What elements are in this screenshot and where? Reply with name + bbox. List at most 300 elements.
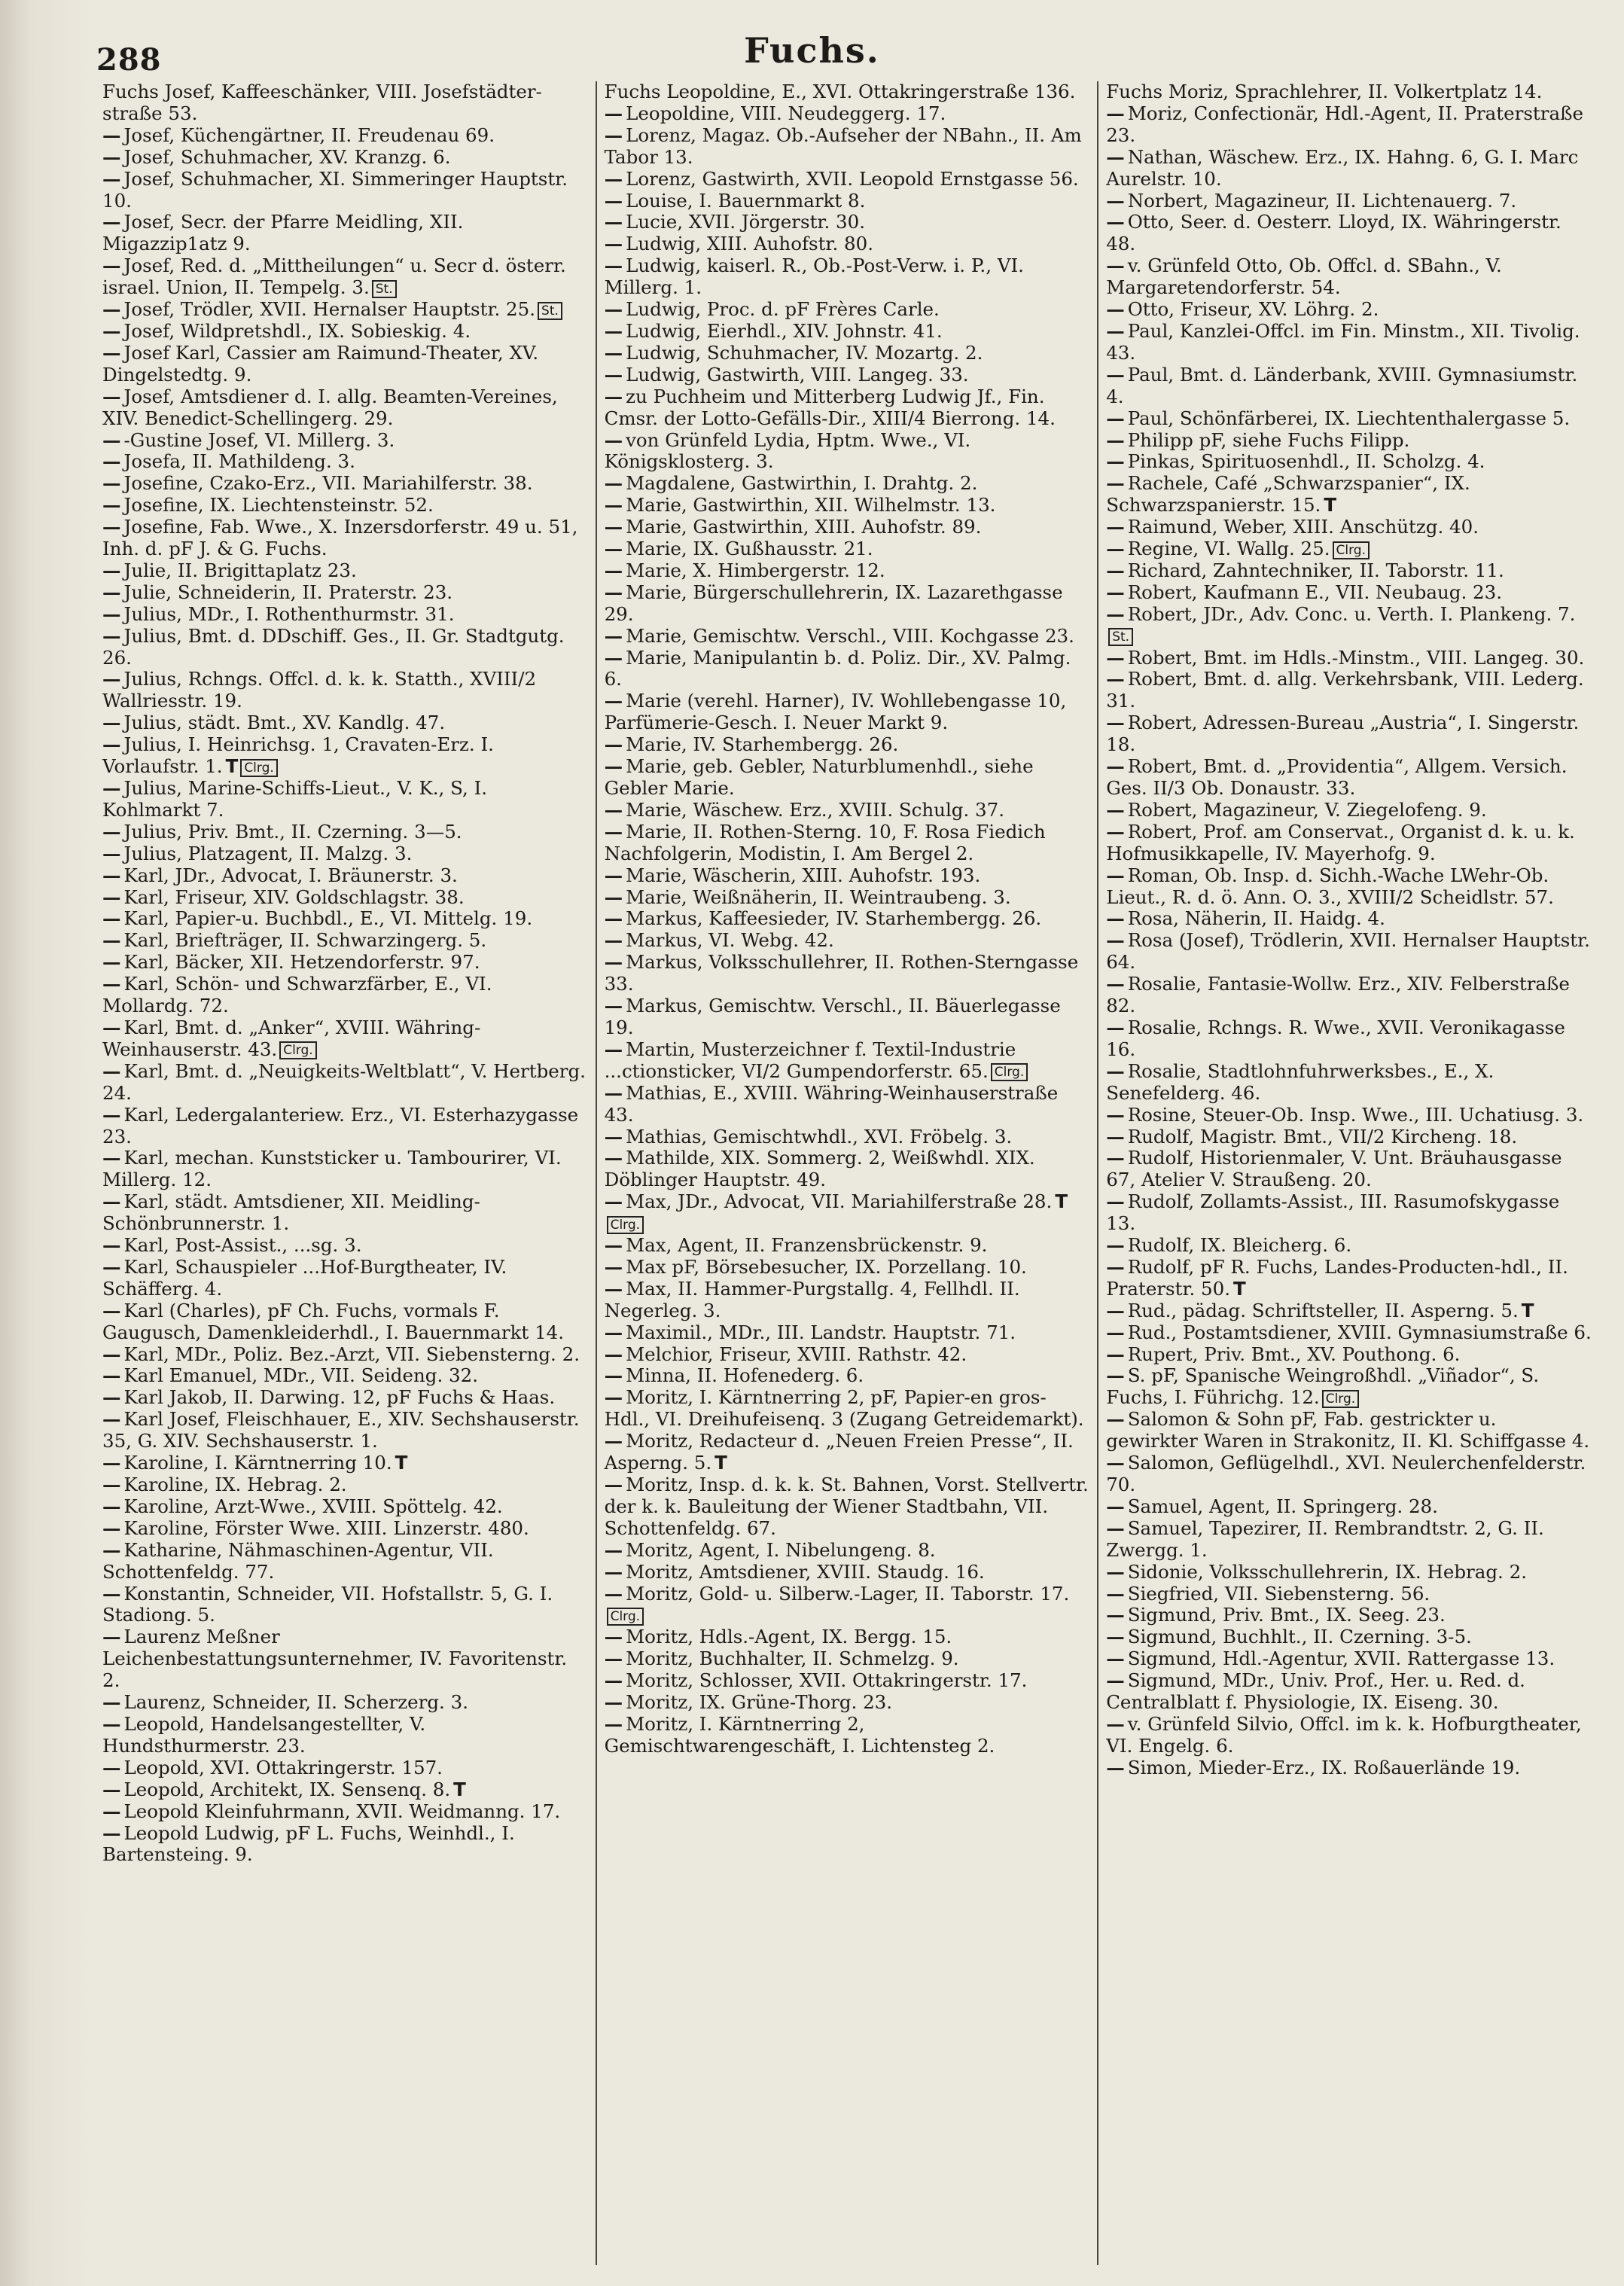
entry-dash: — [102, 668, 121, 690]
entry-dash: — [102, 255, 121, 277]
entry-dash: — [102, 1712, 121, 1735]
entry-dash: — [102, 1059, 121, 1082]
entry-text: Markus, VI. Webg. 42. [626, 929, 834, 952]
entry-dash: — [1106, 907, 1125, 930]
entry-dash: — [604, 1255, 623, 1278]
directory-entry [102, 1540, 588, 1583]
directory-entry [102, 1017, 588, 1061]
directory-entry [102, 1300, 588, 1344]
directory-entry [605, 865, 1090, 887]
directory-entry [1106, 1583, 1593, 1605]
directory-entry [102, 1496, 588, 1518]
entry-dash: — [1106, 581, 1125, 603]
entry-dash: — [1106, 1669, 1125, 1692]
entry-text: Karl, städt. Amtsdiener, XII. Meidling-Schönbrunnerstr. 1. [102, 1190, 480, 1235]
entry-dash: — [604, 1386, 623, 1409]
directory-entry [102, 908, 588, 930]
directory-entry [1106, 473, 1593, 517]
entry-text: Josef, Amtsdiener d. I. allg. Beamten-Vereines, XIV. Benedict-Schellingerg. 29. [102, 385, 558, 429]
directory-entry [102, 1344, 588, 1366]
directory-entry [1106, 1017, 1593, 1061]
directory-entry [1106, 103, 1593, 147]
entry-dash: — [604, 472, 623, 495]
entry-dash: — [604, 341, 623, 364]
entry-text: Leopoldine, VIII. Neudeggerg. 17. [626, 102, 946, 124]
entry-dash: — [1106, 864, 1125, 886]
directory-entry [1106, 321, 1593, 364]
entry-dash: — [1106, 450, 1125, 473]
entry-text: Mathias, Gemischtwhdl., XVI. Fröbelg. 3. [626, 1125, 1013, 1148]
entry-dash: — [1106, 1604, 1125, 1626]
directory-entry [605, 648, 1090, 691]
entry-text: Samuel, Tapezirer, II. Rembrandtstr. 2, G. II. Zwergg. 1. [1106, 1516, 1544, 1561]
entry-dash: — [604, 929, 623, 952]
entry-text: Moritz, Hdls.-Agent, IX. Bergg. 15. [626, 1626, 952, 1648]
directory-entry [1106, 1344, 1593, 1366]
directory-entry [605, 343, 1090, 364]
directory-entry [1106, 212, 1593, 255]
entry-text: Sigmund, Buchhlt., II. Czerning. 3-5. [1127, 1626, 1472, 1648]
entry-text: Josef, Secr. der Pfarre Meidling, XII. Migazzip1atz 9. [102, 211, 464, 255]
directory-entry [102, 1714, 588, 1757]
entry-text: Leopold Ludwig, pF L. Fuchs, Weinhdl., I. Bartensteing. 9. [102, 1821, 515, 1866]
directory-entry [102, 517, 588, 560]
entry-text: -Gustine Josef, VI. Millerg. 3. [123, 428, 395, 451]
column-2 [597, 81, 1099, 2265]
directory-entry [605, 364, 1090, 386]
directory-entry [1106, 538, 1593, 560]
entry-dash: — [1106, 516, 1125, 538]
entry-text: Marie, IX. Gußhausstr. 21. [626, 538, 873, 560]
entry-text: Raimund, Weber, XIII. Anschützg. 40. [1127, 516, 1479, 538]
entry-dash: — [1106, 538, 1125, 560]
entry-dash: — [102, 907, 121, 930]
directory-entry [1106, 517, 1593, 538]
telephone-mark: T [714, 1452, 727, 1474]
entry-text: Laurenz, Schneider, II. Scherzerg. 3. [123, 1691, 468, 1714]
directory-columns [95, 81, 1601, 2265]
directory-entry [1106, 1126, 1593, 1148]
directory-entry [102, 582, 588, 604]
entry-text: Marie, Weißnäherin, II. Weintraubeng. 3. [626, 885, 1011, 908]
entry-dash: — [1106, 1190, 1125, 1213]
entry-badge: Clrg. [240, 759, 277, 777]
entry-dash: — [1106, 1321, 1125, 1343]
directory-entry [605, 1474, 1090, 1540]
directory-entry [1106, 1452, 1593, 1496]
entry-text: Julius, Marine-Schiffs-Lieut., V. K., S, I. Kohlmarkt 7. [102, 777, 488, 821]
entry-dash: — [102, 733, 121, 756]
entry-dash: — [604, 1343, 623, 1365]
entry-text: Martin, Musterzeichner f. Textil-Industrie ...ctionsticker, VI/2 Gumpendorferstr. 65. [604, 1038, 1016, 1082]
directory-entry [102, 1801, 588, 1823]
entry-dash: — [1106, 602, 1125, 625]
entry-dash: — [1106, 1147, 1125, 1169]
entry-text: Nathan, Wäschew. Erz., IX. Hahng. 6, G. I. Marc Aurelstr. 10. [1106, 145, 1579, 190]
entry-dash: — [1106, 1255, 1125, 1278]
entry-text: Fuchs Leopoldine, E., XVI. Ottakringerstraße 136. [604, 81, 1076, 102]
directory-entry [102, 1191, 588, 1235]
directory-entry [102, 321, 588, 343]
entry-text: Robert, JDr., Adv. Conc. u. Verth. I. Plankeng. 7. [1127, 602, 1576, 625]
directory-entry [1106, 1105, 1593, 1126]
directory-entry [102, 1257, 588, 1300]
entry-text: Karl, Bäcker, XII. Hetzendorferstr. 97. [123, 951, 480, 974]
entry-dash: — [1106, 646, 1125, 669]
directory-entry [102, 386, 588, 430]
entry-text: Leopold Kleinfuhrmann, XVII. Weidmanng. 17. [123, 1800, 561, 1822]
entry-dash: — [102, 1452, 121, 1474]
directory-entry [605, 952, 1090, 995]
directory-entry [102, 81, 588, 125]
entry-text: Markus, Kaffeesieder, IV. Starhembergg. 26. [626, 907, 1042, 930]
directory-entry [605, 1191, 1090, 1235]
directory-entry [1106, 1191, 1593, 1235]
entry-dash: — [102, 1800, 121, 1822]
entry-dash: — [604, 255, 623, 277]
directory-entry [102, 821, 588, 843]
directory-entry [1106, 1148, 1593, 1191]
entry-dash: — [1106, 1582, 1125, 1605]
entry-dash: — [604, 646, 623, 669]
entry-text: Ludwig, Eierhdl., XIV. Johnstr. 41. [626, 319, 943, 342]
entry-text: Moritz, Amtsdiener, XVIII. Staudg. 16. [626, 1560, 985, 1583]
directory-entry [605, 995, 1090, 1039]
entry-text: Rudolf, pF R. Fuchs, Landes-Producten-hdl., II. Praterstr. 50. [1106, 1255, 1568, 1300]
entry-text: Ludwig, Schuhmacher, IV. Mozartg. 2. [626, 341, 983, 364]
entry-dash: — [1106, 298, 1125, 321]
directory-entry [1106, 81, 1593, 103]
entry-dash: — [604, 1647, 623, 1670]
directory-entry [102, 669, 588, 712]
entry-text: Julius, Priv. Bmt., II. Czerning. 3—5. [123, 820, 462, 843]
directory-entry [605, 1583, 1090, 1627]
entry-dash: — [1106, 1125, 1125, 1148]
entry-text: Max, II. Hammer-Purgstallg. 4, Fellhdl. II. Negerleg. 3. [604, 1277, 1020, 1321]
directory-entry [1106, 1626, 1593, 1648]
directory-entry [1106, 430, 1593, 452]
directory-entry [605, 1387, 1090, 1431]
entry-dash: — [1106, 428, 1125, 451]
entry-dash: — [604, 1474, 623, 1495]
entry-text: Konstantin, Schneider, VII. Hofstallstr. 5, G. I. Stadiong. 5. [102, 1582, 553, 1626]
entry-dash: — [102, 1299, 121, 1321]
entry-text: Julius, Rchngs. Offcl. d. k. k. Statth., XVIII/2 Wallriesstr. 19. [102, 668, 537, 712]
entry-dash: — [604, 363, 623, 386]
entry-text: Robert, Bmt. d. „Providentia“, Allgem. Versich. Ges. II/3 Ob. Donaustr. 33. [1106, 755, 1568, 799]
entry-dash: — [604, 319, 623, 342]
entry-text: Norbert, Magazineur, II. Lichtenauerg. 7. [1127, 189, 1517, 212]
entry-text: Rudolf, IX. Bleicherg. 6. [1127, 1234, 1352, 1257]
entry-text: Rachele, Café „Schwarzspanier“, IX. Schwarzspanierstr. 15. [1106, 472, 1470, 517]
entry-text: Robert, Bmt. d. allg. Verkehrsbank, VIII. Lederg. 31. [1106, 668, 1584, 712]
entry-dash: — [102, 951, 121, 974]
entry-text: Rudolf, Historienmaler, V. Unt. Bräuhausgasse 67, Atelier V. Straußeng. 20. [1106, 1147, 1562, 1191]
entry-text: Rudolf, Magistr. Bmt., VII/2 Kircheng. 18. [1127, 1125, 1518, 1148]
directory-entry [102, 626, 588, 669]
entry-dash: — [1106, 319, 1125, 342]
entry-text: Marie, Gastwirthin, XII. Wilhelmstr. 13. [626, 494, 996, 517]
directory-entry [605, 473, 1090, 495]
entry-text: Karl, Briefträger, II. Schwarzingerg. 5. [123, 929, 487, 952]
directory-entry [605, 1083, 1090, 1126]
entry-dash: — [102, 123, 121, 146]
entry-dash: — [102, 1516, 121, 1539]
entry-dash: — [102, 494, 121, 517]
entry-text: Sigmund, Priv. Bmt., IX. Seeg. 23. [1127, 1604, 1446, 1626]
directory-entry [1106, 712, 1593, 756]
entry-text: Moritz, Buchhalter, II. Schmelzg. 9. [626, 1647, 959, 1670]
directory-entry [1106, 800, 1593, 821]
directory-entry [102, 887, 588, 909]
entry-dash: — [604, 1626, 623, 1648]
entry-text: Ludwig, Proc. d. pF Frères Carle. [626, 298, 940, 321]
entry-text: Marie (verehl. Harner), IV. Wohllebengasse 10, Parfümerie-Gesch. I. Neuer Markt 9. [604, 690, 1067, 734]
entry-dash: — [604, 995, 623, 1017]
entry-dash: — [1106, 189, 1125, 212]
entry-dash: — [604, 1321, 623, 1343]
directory-entry [1106, 1562, 1593, 1583]
directory-entry [102, 778, 588, 821]
entry-dash: — [1106, 755, 1125, 778]
directory-entry [1106, 669, 1593, 712]
entry-text: Julius, Platzagent, II. Malzg. 3. [123, 842, 413, 864]
directory-entry [102, 1757, 588, 1779]
entry-dash: — [604, 233, 623, 255]
entry-text: Josefa, II. Mathildeng. 3. [123, 450, 355, 473]
entry-text: Otto, Friseur, XV. Löhrg. 2. [1127, 298, 1379, 321]
entry-badge: Clrg. [1333, 541, 1370, 559]
entry-text: Robert, Bmt. im Hdls.-Minstm., VIII. Langeg. 30. [1127, 646, 1585, 669]
entry-text: Ludwig, kaiserl. R., Ob.-Post-Verw. i. P., VI. Millerg. 1. [604, 255, 1024, 299]
entry-text: Rosalie, Fantasie-Wollw. Erz., XIV. Felberstraße 82. [1106, 973, 1570, 1017]
directory-entry [605, 103, 1090, 125]
entry-text: Robert, Kaufmann E., VII. Neubaug. 23. [1127, 581, 1503, 603]
entry-dash: — [604, 1364, 623, 1387]
directory-entry [605, 1257, 1090, 1279]
column-3 [1098, 81, 1601, 2265]
telephone-mark: T [1055, 1190, 1068, 1213]
telephone-mark: T [453, 1778, 466, 1800]
entry-text: Josef, Küchengärtner, II. Freudenau 69. [123, 123, 495, 146]
directory-entry [1106, 1365, 1593, 1409]
directory-entry [605, 169, 1090, 190]
entry-badge: Clrg. [991, 1063, 1028, 1081]
entry-text: Regine, VI. Wallg. 25. [1127, 538, 1330, 560]
telephone-mark: T [1324, 494, 1337, 517]
directory-entry [1106, 1300, 1593, 1322]
directory-entry [1106, 255, 1593, 299]
entry-text: Karl, Papier-u. Buchbdl., E., VI. Mittelg. 19. [123, 907, 533, 930]
entry-dash: — [1106, 929, 1125, 952]
entry-text: Moritz, IX. Grüne-Thorg. 23. [626, 1691, 893, 1714]
telephone-mark: T [1233, 1277, 1246, 1300]
entry-dash: — [604, 1538, 623, 1561]
entry-dash: — [604, 1234, 623, 1257]
directory-entry [1106, 604, 1593, 648]
directory-entry [605, 1279, 1090, 1322]
directory-entry [605, 626, 1090, 648]
directory-entry [102, 1779, 588, 1801]
entry-dash: — [604, 581, 623, 603]
directory-entry [605, 1126, 1090, 1148]
directory-entry [1106, 756, 1593, 800]
entry-dash: — [604, 123, 623, 146]
entry-text: Josef Karl, Cassier am Raimund-Theater, XV. Dingelstedtg. 9. [102, 341, 539, 386]
entry-dash: — [1106, 211, 1125, 233]
entry-text: Karl Jakob, II. Darwing. 12, pF Fuchs & Haas. [123, 1386, 556, 1409]
entry-dash: — [102, 842, 121, 864]
entry-dash: — [1106, 1234, 1125, 1257]
entry-dash: — [102, 1756, 121, 1779]
directory-entry [1106, 1714, 1593, 1757]
entry-dash: — [102, 298, 121, 321]
entry-dash: — [102, 1495, 121, 1517]
directory-entry [605, 582, 1090, 626]
entry-dash: — [102, 1778, 121, 1800]
directory-entry [605, 1039, 1090, 1083]
directory-entry [102, 125, 588, 147]
entry-dash: — [102, 1255, 121, 1278]
entry-text: Fuchs Josef, Kaffeeschänker, VIII. Josefstädter-straße 53. [102, 81, 542, 124]
entry-text: Rosalie, Rchngs. R. Wwe., XVII. Veronikagasse 16. [1106, 1016, 1565, 1060]
entry-dash: — [102, 1234, 121, 1257]
entry-dash: — [102, 211, 121, 233]
entry-text: Leopold, Handelsangestellter, V. Hundsthurmerstr. 23. [102, 1712, 426, 1757]
entry-dash: — [102, 864, 121, 886]
entry-text: S. pF, Spanische Weingroßhdl. „Viñador“, S. Fuchs, I. Führichg. 12. [1106, 1364, 1540, 1409]
entry-text: Max, JDr., Advocat, VII. Mariahilferstraße 28. [626, 1190, 1053, 1213]
directory-entry [605, 1648, 1090, 1670]
directory-entry [1106, 364, 1593, 408]
entry-text: Josef, Wildpretshdl., IX. Sobieskig. 4. [123, 319, 471, 342]
directory-entry [102, 255, 588, 299]
entry-dash: — [604, 755, 623, 778]
entry-dash: — [102, 1474, 121, 1495]
entry-text: Marie, IV. Starhembergg. 26. [626, 733, 899, 756]
entry-dash: — [102, 602, 121, 625]
entry-text: Josefine, Fab. Wwe., X. Inzersdorferstr. 49 u. 51, Inh. d. pF J. & G. Fuchs. [102, 516, 578, 560]
entry-dash: — [1106, 1647, 1125, 1670]
directory-entry [605, 756, 1090, 800]
directory-entry [102, 1474, 588, 1496]
entry-dash: — [604, 559, 623, 581]
entry-text: Julius, I. Heinrichsg. 1, Cravaten-Erz. I. Vorlaufstr. 1. [102, 733, 494, 778]
entry-dash: — [102, 820, 121, 843]
directory-entry [605, 1670, 1090, 1692]
directory-entry [1106, 1670, 1593, 1714]
directory-entry [102, 147, 588, 169]
directory-entry [102, 451, 588, 473]
entry-dash: — [102, 428, 121, 451]
entry-text: Markus, Gemischtw. Verschl., II. Bäuerlegasse 19. [604, 995, 1061, 1038]
entry-dash: — [604, 494, 623, 517]
entry-text: Mathilde, XIX. Sommerg. 2, Weißwhdl. XIX. Döblinger Hauptstr. 49. [604, 1147, 1035, 1191]
entry-text: Karl, MDr., Poliz. Bez.-Arzt, VII. Siebensterng. 2. [123, 1343, 580, 1365]
entry-text: Josef, Red. d. „Mittheilungen“ u. Secr d. österr. israel. Union, II. Tempelg. 3. [102, 255, 566, 299]
entry-text: zu Puchheim und Mitterberg Ludwig Jf., Fin. Cmsr. der Lotto-Gefälls-Dir., XIII/4 Bierrong. 14. [604, 385, 1056, 429]
directory-entry [102, 865, 588, 887]
entry-text: Karl, Bmt. d. „Anker“, XVIII. Währing-Weinhauserstr. 43. [102, 1016, 481, 1060]
entry-dash: — [102, 581, 121, 603]
directory-entry [102, 1823, 588, 1867]
entry-badge: St. [372, 280, 397, 298]
entry-text: Karl (Charles), pF Ch. Fuchs, vormals F. Gaugusch, Damenkleiderhdl., I. Bauernmarkt 14. [102, 1299, 565, 1343]
directory-entry [102, 1518, 588, 1540]
directory-entry [605, 299, 1090, 321]
directory-entry [605, 1322, 1090, 1344]
entry-dash: — [102, 1626, 121, 1648]
entry-text: Rosa, Näherin, II. Haidg. 4. [1127, 907, 1385, 930]
entry-text: Karl, Ledergalanteriew. Erz., VI. Esterhazygasse 23. [102, 1103, 579, 1148]
entry-dash: — [1106, 407, 1125, 429]
entry-text: Marie, Gemischtw. Verschl., VIII. Kochgasse 23. [626, 624, 1074, 647]
entry-dash: — [102, 516, 121, 538]
entry-text: Julie, Schneiderin, II. Praterstr. 23. [123, 581, 453, 603]
entry-text: Rud., pädag. Schriftsteller, II. Asperng. 5. [1127, 1299, 1519, 1321]
entry-text: Paul, Bmt. d. Länderbank, XVIII. Gymnasiumstr. 4. [1106, 363, 1578, 407]
entry-text: Louise, I. Bauernmarkt 8. [626, 189, 866, 212]
directory-entry [605, 495, 1090, 517]
directory-entry [102, 1148, 588, 1191]
entry-text: Otto, Seer. d. Oesterr. Lloyd, IX. Währingerstr. 48. [1106, 211, 1562, 255]
entry-dash: — [1106, 820, 1125, 843]
entry-dash: — [1106, 1408, 1125, 1431]
entry-text: Laurenz Meßner Leichenbestattungsunternehmer, IV. Favoritenstr. 2. [102, 1626, 568, 1692]
entry-dash: — [604, 102, 623, 124]
entry-dash: — [1106, 1712, 1125, 1735]
directory-entry [102, 1692, 588, 1714]
entry-dash: — [102, 1538, 121, 1561]
directory-entry [102, 930, 588, 952]
entry-dash: — [604, 820, 623, 843]
entry-dash: — [102, 885, 121, 908]
directory-entry [605, 1148, 1090, 1191]
entry-text: v. Grünfeld Otto, Ob. Offcl. d. SBahn., V. Margaretendorferstr. 54. [1106, 255, 1502, 299]
entry-text: Marie, geb. Gebler, Naturblumenhdl., siehe Gebler Marie. [604, 755, 1034, 799]
telephone-mark: T [225, 755, 239, 778]
entry-text: Moritz, Schlosser, XVII. Ottakringerstr. 17. [626, 1669, 1028, 1692]
entry-text: Roman, Ob. Insp. d. Sichh.-Wache LWehr-Ob. Lieut., R. d. ö. Ann. O. 3., XVIII/2 Scheidlstr. 57. [1106, 864, 1554, 908]
entry-text: Max, Agent, II. Franzensbrückenstr. 9. [626, 1234, 988, 1257]
entry-dash: — [1106, 1016, 1125, 1038]
directory-entry [102, 952, 588, 974]
directory-entry [605, 212, 1090, 233]
entry-badge: St. [1108, 628, 1133, 646]
entry-text: Robert, Magazineur, V. Ziegelofeng. 9. [1127, 798, 1487, 821]
entry-text: von Grünfeld Lydia, Hptm. Wwe., VI. Königsklosterg. 3. [604, 428, 971, 473]
entry-text: Fuchs Moriz, Sprachlehrer, II. Volkertplatz 14. [1106, 81, 1543, 102]
entry-text: Karl, mechan. Kunststicker u. Tambourirer, VI. Millerg. 12. [102, 1147, 562, 1191]
entry-text: Markus, Volksschullehrer, II. Rothen-Sterngasse 33. [604, 951, 1079, 995]
entry-text: Josef, Schuhmacher, XV. Kranzg. 6. [123, 145, 451, 168]
directory-entry [102, 1452, 588, 1474]
entry-dash: — [102, 1190, 121, 1213]
entry-text: Karl, Friseur, XIV. Goldschlagstr. 38. [123, 885, 465, 908]
entry-text: Philipp pF, siehe Fuchs Filipp. [1127, 428, 1410, 451]
entry-text: Samuel, Agent, II. Springerg. 28. [1127, 1495, 1438, 1517]
entry-dash: — [604, 1669, 623, 1692]
directory-entry [605, 930, 1090, 952]
directory-entry [102, 1365, 588, 1387]
directory-entry [1106, 974, 1593, 1017]
entry-text: Rosa (Josef), Trödlerin, XVII. Hernalser Hauptstr. 64. [1106, 929, 1590, 974]
directory-entry [605, 81, 1090, 103]
entry-dash: — [102, 929, 121, 952]
entry-dash: — [1106, 1560, 1125, 1583]
entry-text: Magdalene, Gastwirthin, I. Drahtg. 2. [626, 472, 978, 495]
entry-text: Leopold, XVI. Ottakringerstr. 157. [123, 1756, 443, 1779]
